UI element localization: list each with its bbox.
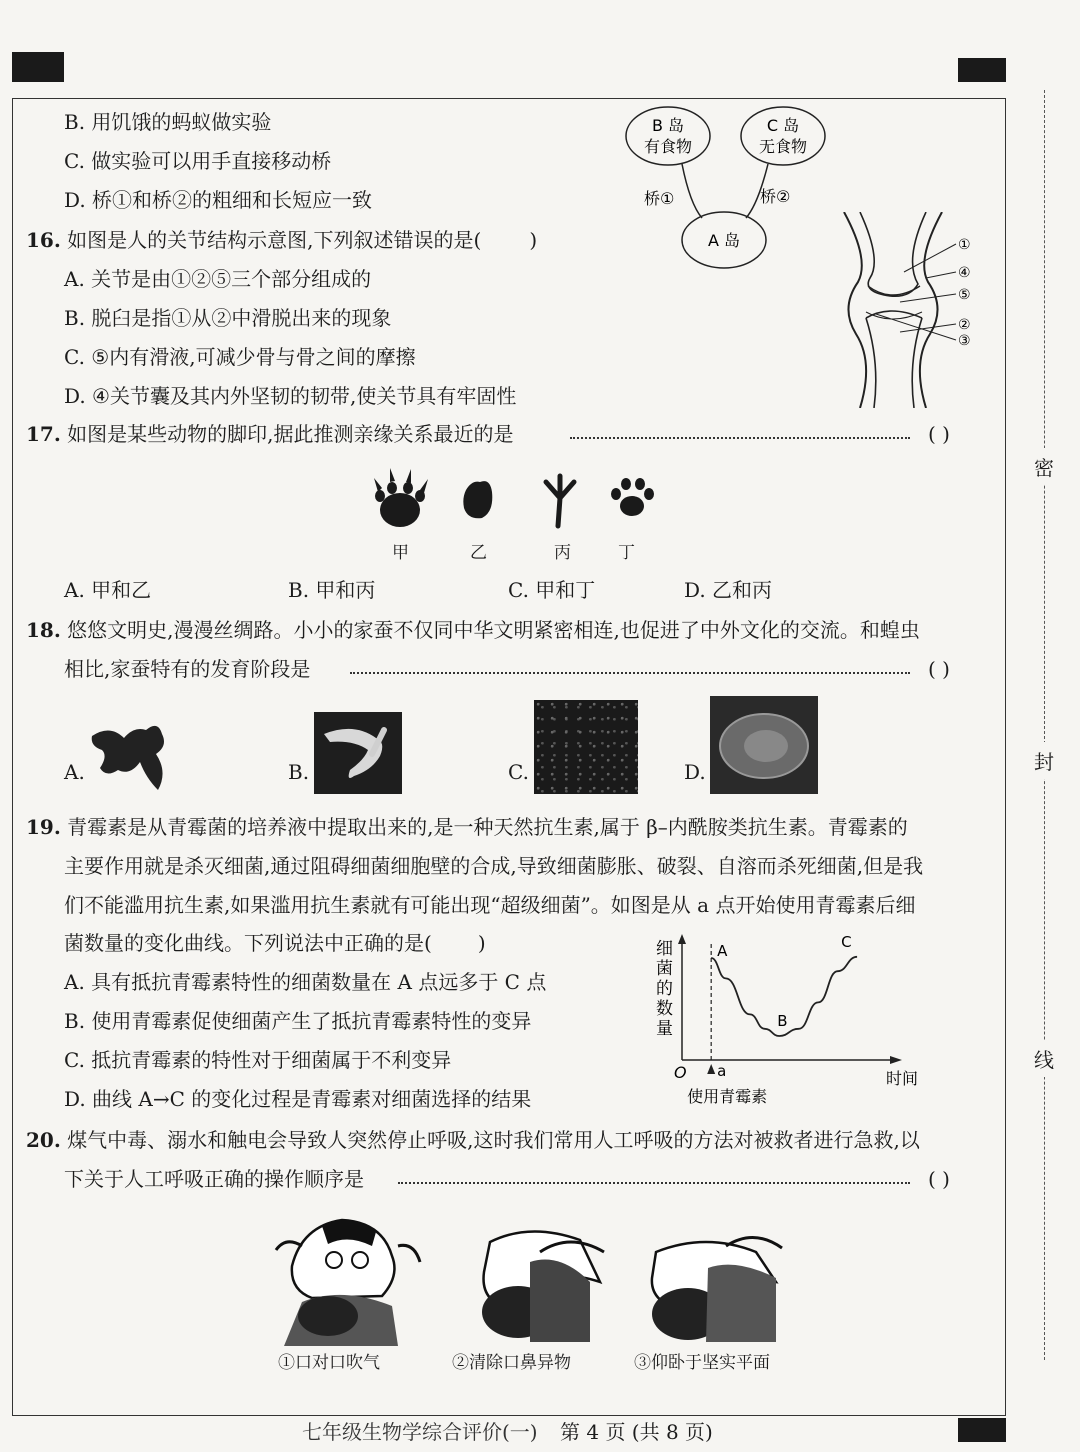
cpr-step-clear-airway — [470, 1222, 610, 1346]
q20-line2: 下关于人工呼吸正确的操作顺序是 — [64, 1167, 364, 1191]
footprint-yi-icon — [463, 481, 492, 518]
silkworm-moth-image — [88, 716, 172, 792]
cpr-caption-1: ①口对口吹气 — [278, 1353, 380, 1373]
corner-mark-top-right — [958, 58, 1006, 82]
q20-text-1: 煤气中毒、溺水和触电会导致人突然停止呼吸,这时我们常用人工呼吸的方法对被救者进行急救,以 — [67, 1128, 920, 1152]
cpr-step-mouth-to-mouth — [272, 1206, 422, 1346]
side-mark-seal: 密 — [1034, 448, 1054, 485]
chart-y-arrow — [678, 934, 686, 944]
q16-option-b: B. 脱臼是指①从②中滑脱出来的现象 — [64, 306, 392, 330]
q17-number: 17. — [26, 422, 61, 446]
q18-option-b-label[interactable]: B. — [288, 760, 310, 784]
a-island-name: A 岛 — [707, 231, 741, 250]
q15-option-d: D. 桥①和桥②的粗细和长短应一致 — [64, 188, 373, 212]
footprint-jia-icon — [374, 468, 428, 527]
b-island-food: 有食物 — [643, 137, 693, 156]
footprint-ding-icon — [611, 478, 654, 516]
chart-x-label: 时间 — [886, 1069, 919, 1088]
footer-page-number: 第 4 页 (共 8 页) — [560, 1420, 713, 1444]
q17-option-c[interactable]: C. 甲和丁 — [508, 578, 596, 602]
q18-option-c-label[interactable]: C. — [508, 760, 529, 784]
q17-stem — [26, 422, 514, 446]
chart-point-a: A — [717, 942, 728, 960]
q19-line1 — [26, 815, 908, 839]
q17-option-b[interactable]: B. 甲和丙 — [288, 578, 376, 602]
q19-option-b: B. 使用青霉素促使细菌产生了抵抗青霉素特性的变异 — [64, 1009, 532, 1033]
silkworm-pupa-image — [710, 696, 818, 794]
joint-label-3: ③ — [958, 333, 971, 349]
chart-origin: O — [674, 1063, 687, 1082]
q18-stem-line2: 相比,家蚕特有的发育阶段是 — [64, 657, 311, 681]
q15-option-b: B. 用饥饿的蚂蚁做实验 — [64, 110, 272, 134]
footprint-label-jia: 甲 — [392, 543, 409, 563]
q19-line2: 主要作用就是杀灭细菌,通过阻碍细菌细胞壁的合成,导致细菌膨胀、破裂、自溶而杀死细菌,但是我 — [64, 854, 924, 878]
bridge-1-label: 桥① — [644, 189, 675, 208]
q16-stem — [26, 228, 537, 252]
corner-mark-top-left — [12, 52, 64, 82]
side-mark-line: 线 — [1034, 1040, 1054, 1077]
footprint-label-ding: 丁 — [618, 543, 635, 563]
q18-dot-leader — [350, 672, 910, 674]
q17-dot-leader — [570, 437, 910, 439]
q20-dot-leader — [398, 1182, 910, 1184]
bacteria-count-chart — [646, 932, 936, 1112]
c-island-food: 无食物 — [758, 137, 808, 156]
q16-option-d: D. ④关节囊及其内外坚韧的韧带,使关节具有牢固性 — [64, 384, 517, 408]
q18-option-d-label[interactable]: D. — [684, 760, 706, 784]
c-island-name: C 岛 — [766, 116, 800, 135]
chart-point-b: B — [777, 1012, 788, 1030]
chart-marker-label: a — [717, 1062, 727, 1080]
joint-label-4: ④ — [958, 265, 971, 281]
chart-y-label-char: 细 — [656, 939, 673, 959]
q16-number: 16. — [26, 228, 61, 252]
chart-point-c: C — [841, 932, 852, 951]
q18-option-a-label[interactable]: A. — [64, 760, 85, 784]
q17-option-d[interactable]: D. 乙和丙 — [684, 578, 773, 602]
silkworm-larva-image — [314, 712, 402, 794]
side-mark-closure: 封 — [1034, 742, 1054, 779]
q19-text-1: 青霉素是从青霉菌的培养液中提取出来的,是一种天然抗生素,属于 β–内酰胺类抗生素。青霉素的 — [67, 815, 908, 839]
cpr-caption-3: ③仰卧于坚实平面 — [634, 1353, 770, 1373]
q16-close-paren: ) — [529, 228, 538, 252]
binding-line — [1044, 90, 1045, 1360]
q16-stem-text: 如图是人的关节结构示意图,下列叙述错误的是( — [67, 228, 482, 252]
chart-x-arrow — [890, 1056, 902, 1064]
footprint-label-yi: 乙 — [470, 543, 487, 563]
bridge-2-label: 桥② — [760, 187, 791, 206]
chart-y-axis-label — [656, 939, 673, 1039]
chart-y-label-char: 的 — [656, 979, 673, 999]
q18-stem-line1 — [26, 618, 920, 642]
q20-number: 20. — [26, 1128, 61, 1152]
cpr-caption-2: ②清除口鼻异物 — [452, 1353, 571, 1373]
q17-answer-paren[interactable]: ( ) — [928, 422, 950, 446]
q19-text-4: 菌数量的变化曲线。下列说法中正确的是( — [64, 931, 432, 955]
q17-option-a[interactable]: A. 甲和乙 — [64, 578, 152, 602]
q16-option-a: A. 关节是由①②⑤三个部分组成的 — [64, 267, 372, 291]
q18-number: 18. — [26, 618, 61, 642]
ant-island-diagram — [620, 104, 830, 274]
q16-option-c: C. ⑤内有滑液,可减少骨与骨之间的摩擦 — [64, 345, 416, 369]
joint-label-5: ⑤ — [958, 287, 971, 303]
joint-structure-diagram — [830, 212, 990, 408]
q19-option-c: C. 抵抗青霉素的特性对于细菌属于不利变异 — [64, 1048, 452, 1072]
footprint-bing-icon — [546, 476, 574, 526]
chart-y-label-char: 菌 — [656, 959, 673, 979]
chart-marker-arrow — [707, 1064, 715, 1074]
b-island-name: B 岛 — [651, 116, 685, 135]
q20-line1 — [26, 1128, 920, 1152]
joint-label-2: ② — [958, 317, 971, 333]
cpr-step-supine-position — [636, 1222, 786, 1346]
q17-footprints — [368, 468, 668, 538]
footer-exam-title: 七年级生物学综合评价(一) — [302, 1420, 538, 1444]
q19-line3: 们不能滥用抗生素,如果滥用抗生素就有可能出现“超级细菌”。如图是从 a 点开始使用青霉素后细 — [64, 893, 916, 917]
chart-y-label-char: 数 — [656, 999, 673, 1019]
chart-marker-caption: 使用青霉素 — [687, 1087, 768, 1106]
q17-stem-text: 如图是某些动物的脚印,据此推测亲缘关系最近的是 — [67, 422, 514, 446]
q19-option-a: A. 具有抵抗青霉素特性的细菌数量在 A 点远多于 C 点 — [64, 970, 547, 994]
q19-line4 — [64, 931, 486, 955]
q18-stem-text-1: 悠悠文明史,漫漫丝绸路。小小的家蚕不仅同中华文明紧密相连,也促进了中外文化的交流。和蝗虫 — [67, 618, 920, 642]
q15-option-c: C. 做实验可以用手直接移动桥 — [64, 149, 332, 173]
corner-mark-bottom-right — [958, 1418, 1006, 1442]
q19-number: 19. — [26, 815, 61, 839]
q18-answer-paren[interactable]: ( ) — [928, 657, 950, 681]
q20-answer-paren[interactable]: ( ) — [928, 1167, 950, 1191]
chart-y-label-char: 量 — [656, 1019, 673, 1039]
joint-label-1: ① — [958, 237, 971, 253]
footprint-label-bing: 丙 — [554, 543, 571, 563]
q19-option-d: D. 曲线 A→C 的变化过程是青霉素对细菌选择的结果 — [64, 1087, 532, 1111]
silkworm-eggs-image — [534, 700, 638, 794]
q19-close-paren: ) — [477, 931, 486, 955]
